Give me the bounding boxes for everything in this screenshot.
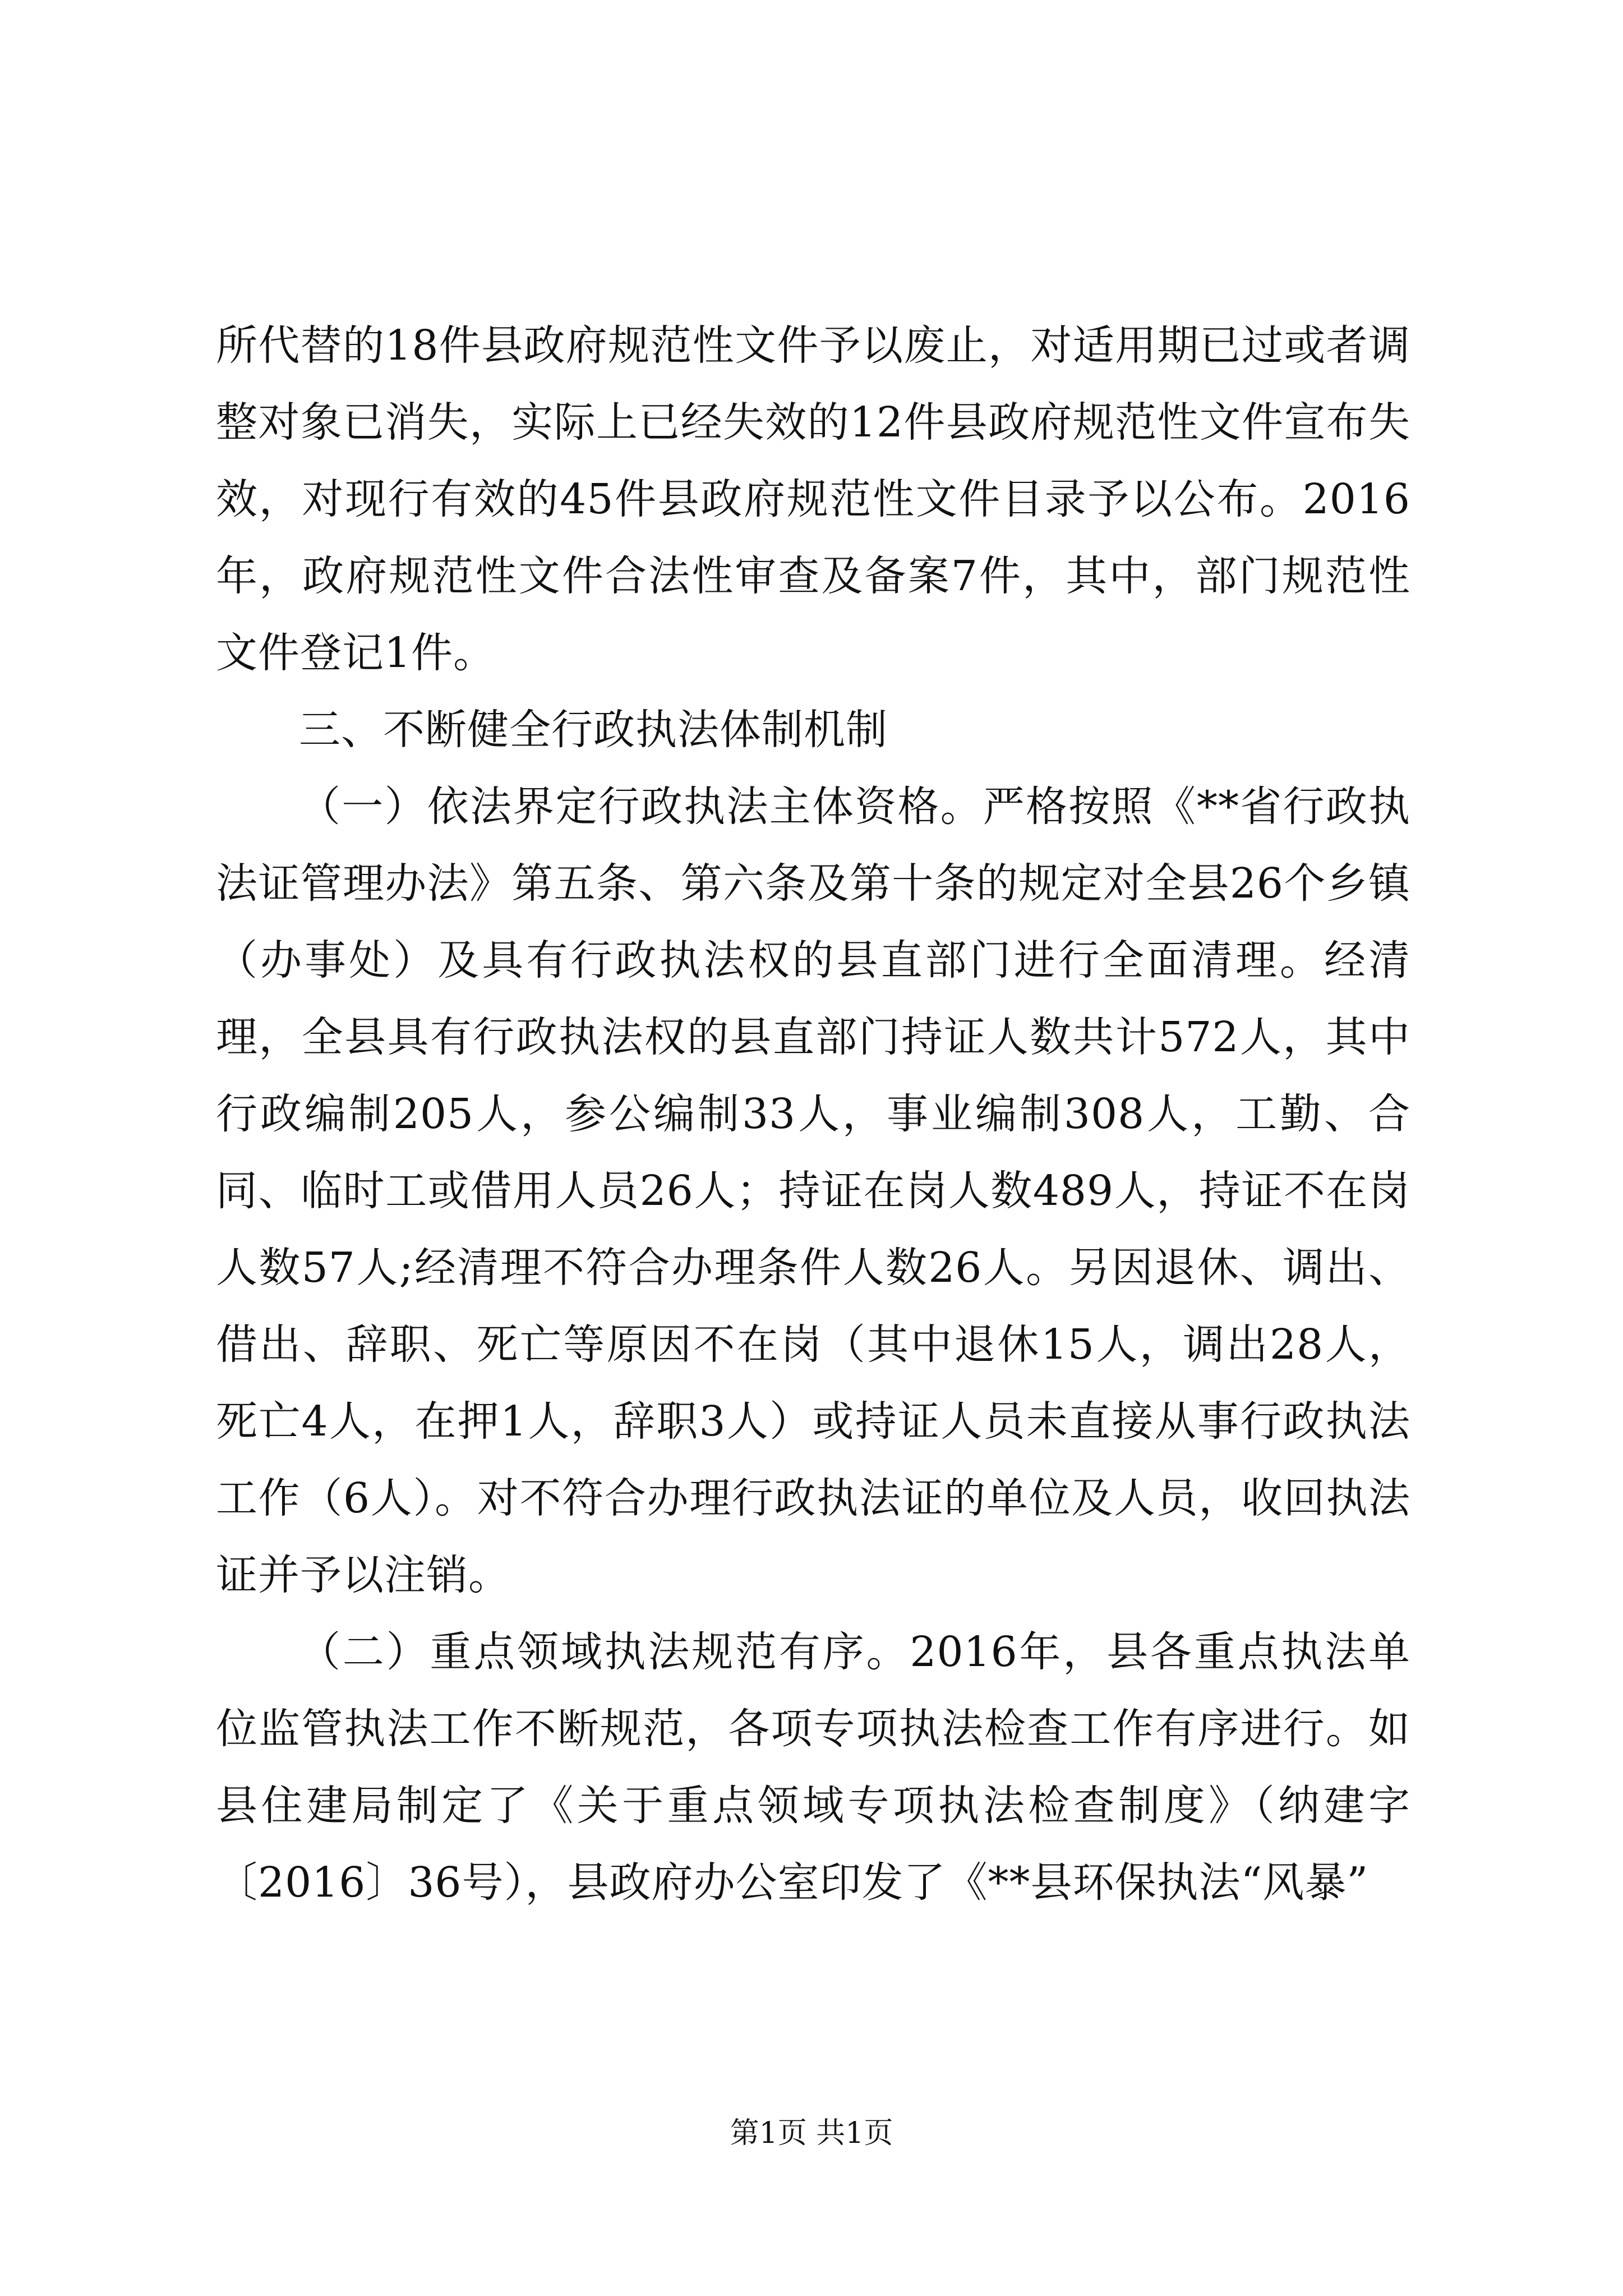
paragraph-continued: 所代替的18件县政府规范性文件予以废止，对适用期已过或者调整对象已消失，实际上已经失效的12件县政府规范性文件宣布失效，对现行有效的45件县政府规范性文件目录予以公布。2016年，政府规范性文件合法性审查及备案7件，其中，部门规范性文件登记1件。 — [216, 321, 1410, 677]
document-body — [216, 307, 1410, 1921]
section-heading: 三、不断健全行政执法体制机制 — [299, 706, 888, 754]
page-footer: 第1页 共1页 — [730, 2116, 893, 2150]
paragraph-subsection-2: （二）重点领域执法规范有序。2016年，县各重点执法单位监管执法工作不断规范，各项专项执法检查工作有序进行。如县住建局制定了《关于重点领域专项执法检查制度》（纳建字〔2016〕36号），县政府办公室印发了《**县环保执法“风暴” — [216, 1628, 1410, 1907]
paragraph-subsection-1: （一）依法界定行政执法主体资格。严格按照《**省行政执法证管理办法》第五条、第六条及第十条的规定对全县26个乡镇（办事处）及具有行政执法权的县直部门进行全面清理。经清理，全县具有行政执法权的县直部门持证人数共计572人，其中行政编制205人，参公编制33人，事业编制308人，工勤、合同、临时工或借用人员26人；持证在岗人数489人，持证不在岗人数57人;经清理不符合办理条件人数26人。另因退休、调出、借出、辞职、死亡等原因不在岗（其中退休15人，调出28人，死亡4人，在押1人，辞职3人）或持证人员未直接从事行政执法工作（6人）。对不符合办理行政执法证的单位及人员，收回执法证并予以注销。 — [216, 783, 1410, 1599]
